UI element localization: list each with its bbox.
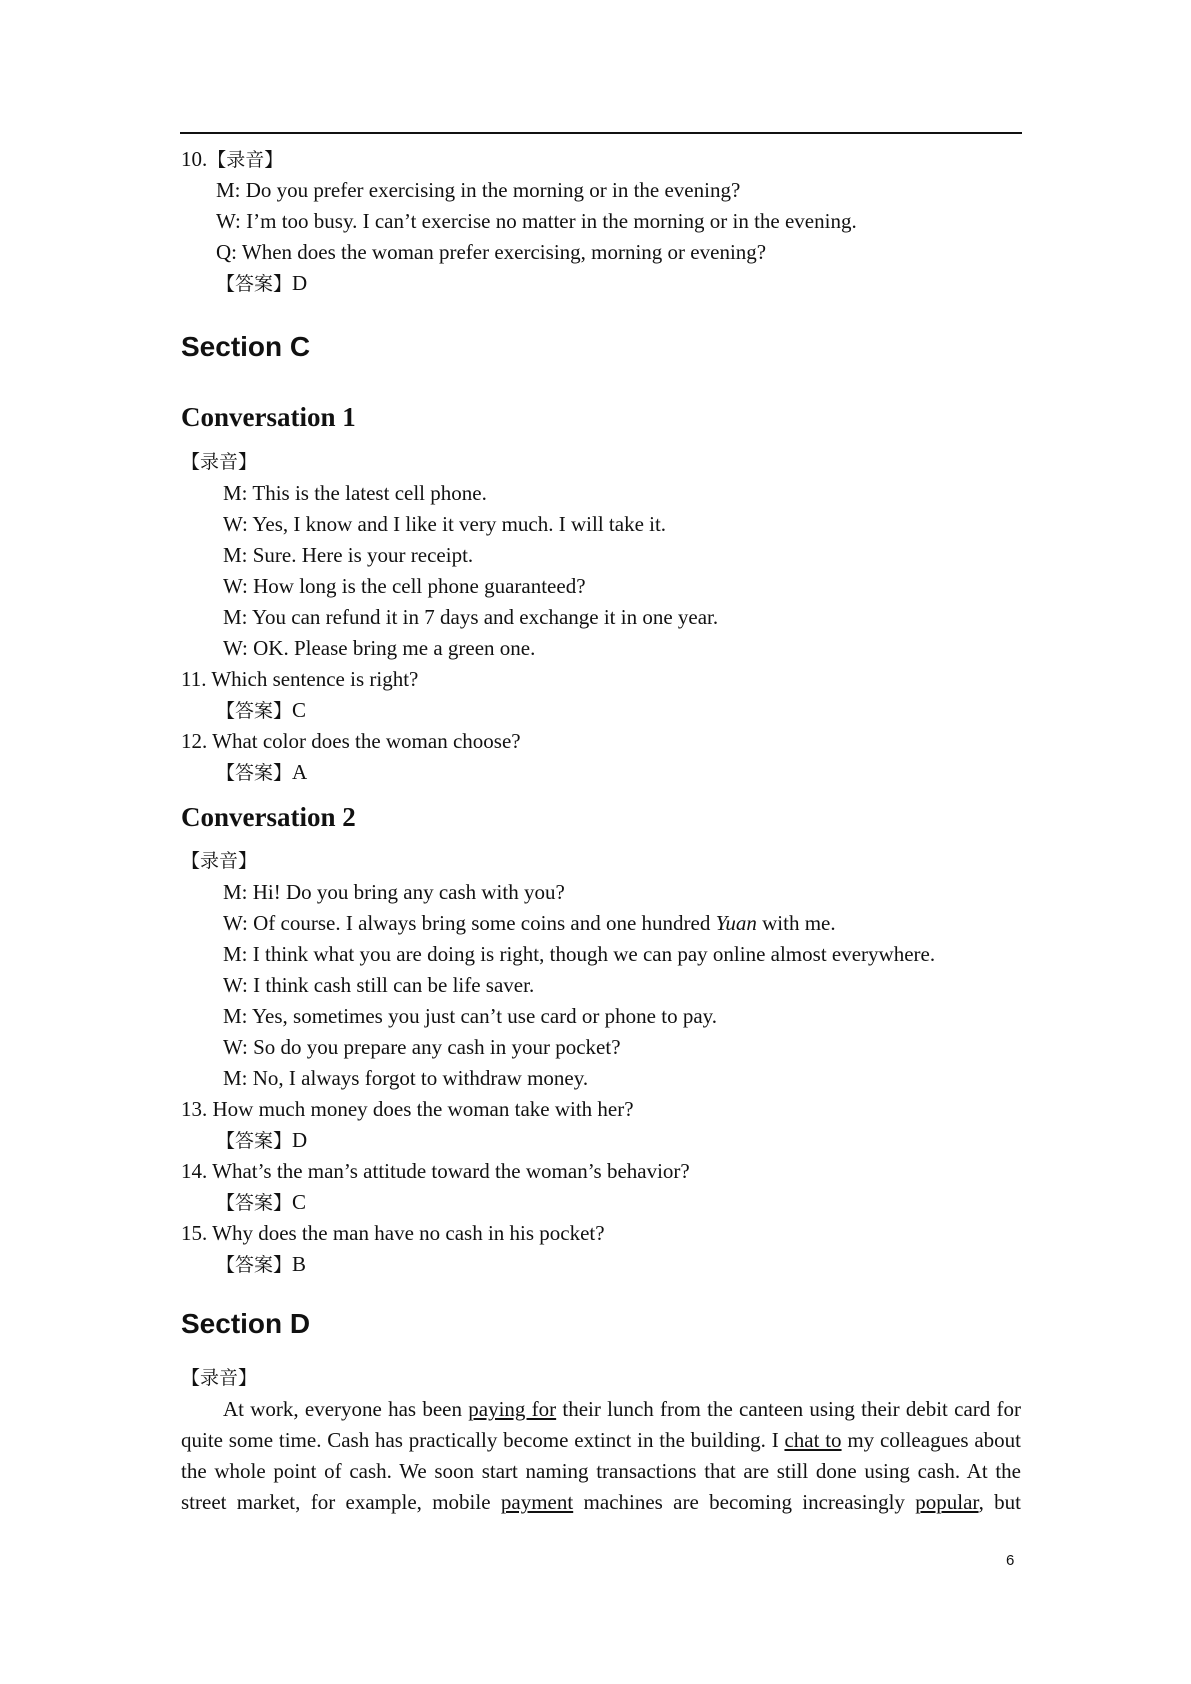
document-body — [181, 144, 1021, 1518]
answer-tag: 【答案】 — [216, 1130, 293, 1152]
dialogue-line: W: Yes, I know and I like it very much. I will take it. — [223, 512, 667, 536]
dialogue-line: M: No, I always forgot to withdraw money. — [223, 1066, 589, 1090]
paragraph-text: machines are becoming increasingly — [573, 1490, 916, 1514]
dialogue-italic-word: Yuan — [715, 911, 757, 935]
q10-number: 10. — [181, 147, 208, 171]
dialogue-line: M: Hi! Do you bring any cash with you? — [223, 880, 565, 904]
paragraph-text: , but — [978, 1490, 1021, 1514]
answer-tag: 【答案】 — [216, 1254, 293, 1276]
dialogue-text: with me. — [756, 911, 836, 935]
q10-answer — [181, 268, 1021, 299]
conv2-audio-tag: 【录音】 — [181, 850, 258, 872]
q12-answer — [181, 757, 1021, 788]
dialogue-line: M: Sure. Here is your receipt. — [223, 543, 474, 567]
answer-value: C — [292, 698, 307, 722]
dialogue-line: M: This is the latest cell phone. — [223, 481, 487, 505]
section-c-title: Section C — [181, 331, 311, 362]
section-d-paragraph — [181, 1394, 1021, 1518]
dialogue-line: W: I think cash still can be life saver. — [223, 973, 535, 997]
underlined-phrase: paying for — [468, 1397, 557, 1421]
conversation-1-title: Conversation 1 — [181, 402, 356, 432]
q11-answer — [181, 695, 1021, 726]
dialogue-line: W: OK. Please bring me a green one. — [223, 636, 536, 660]
q15-question: 15. Why does the man have no cash in his pocket? — [181, 1221, 605, 1245]
dialogue-line: M: Do you prefer exercising in the morning or in the evening? — [216, 178, 741, 202]
dialogue-line: M: Yes, sometimes you just can’t use card or phone to pay. — [223, 1004, 718, 1028]
q14-answer — [181, 1187, 1021, 1218]
q10-heading — [181, 144, 1021, 175]
answer-value: B — [292, 1252, 307, 1276]
answer-value: A — [292, 760, 308, 784]
q14-question: 14. What’s the man’s attitude toward the woman’s behavior? — [181, 1159, 690, 1183]
header-rule — [180, 132, 1022, 134]
dialogue-line: W: I’m too busy. I can’t exercise no matter in the morning or in the evening. — [216, 209, 857, 233]
q13-answer — [181, 1125, 1021, 1156]
section-d-audio-tag: 【录音】 — [181, 1367, 258, 1389]
dialogue-line: M: You can refund it in 7 days and exchange it in one year. — [223, 605, 719, 629]
dialogue-line: W: How long is the cell phone guaranteed? — [223, 574, 586, 598]
dialogue-text: W: Of course. I always bring some coins and one hundred — [223, 911, 716, 935]
paragraph-text: my colleagues about the whole point of cash. We soon start naming transactions that are still done using cash. At the street market, for example, mobile — [181, 1428, 1021, 1514]
underlined-phrase: payment — [500, 1490, 574, 1514]
conv1-audio-tag: 【录音】 — [181, 451, 258, 473]
underlined-phrase: popular — [915, 1490, 979, 1514]
underlined-phrase: chat to — [784, 1428, 842, 1452]
q15-answer — [181, 1249, 1021, 1280]
dialogue-line: M: I think what you are doing is right, though we can pay online almost everywhere. — [223, 942, 936, 966]
q13-question: 13. How much money does the woman take with her? — [181, 1097, 634, 1121]
paragraph-text: At work, everyone has been — [223, 1397, 469, 1421]
answer-value: C — [292, 1190, 307, 1214]
answer-tag: 【答案】 — [216, 273, 293, 295]
dialogue-line: Q: When does the woman prefer exercising, morning or evening? — [216, 240, 767, 264]
dialogue-line: W: So do you prepare any cash in your pocket? — [223, 1035, 621, 1059]
answer-value: D — [292, 271, 308, 295]
dialogue-line — [181, 908, 1021, 939]
page-number: 6 — [1006, 1552, 1015, 1569]
paragraph-text: their lunch from the canteen using their debit card for quite some time. Cash has practically become extinct in the building. I — [181, 1397, 1021, 1452]
answer-value: D — [292, 1128, 308, 1152]
answer-tag: 【答案】 — [216, 1192, 293, 1214]
q12-question: 12. What color does the woman choose? — [181, 729, 521, 753]
answer-tag: 【答案】 — [216, 700, 293, 722]
audio-tag: 【录音】 — [207, 149, 284, 171]
answer-tag: 【答案】 — [216, 762, 293, 784]
section-d-title: Section D — [181, 1308, 311, 1339]
conversation-2-title: Conversation 2 — [181, 802, 356, 832]
q11-question: 11. Which sentence is right? — [181, 667, 419, 691]
